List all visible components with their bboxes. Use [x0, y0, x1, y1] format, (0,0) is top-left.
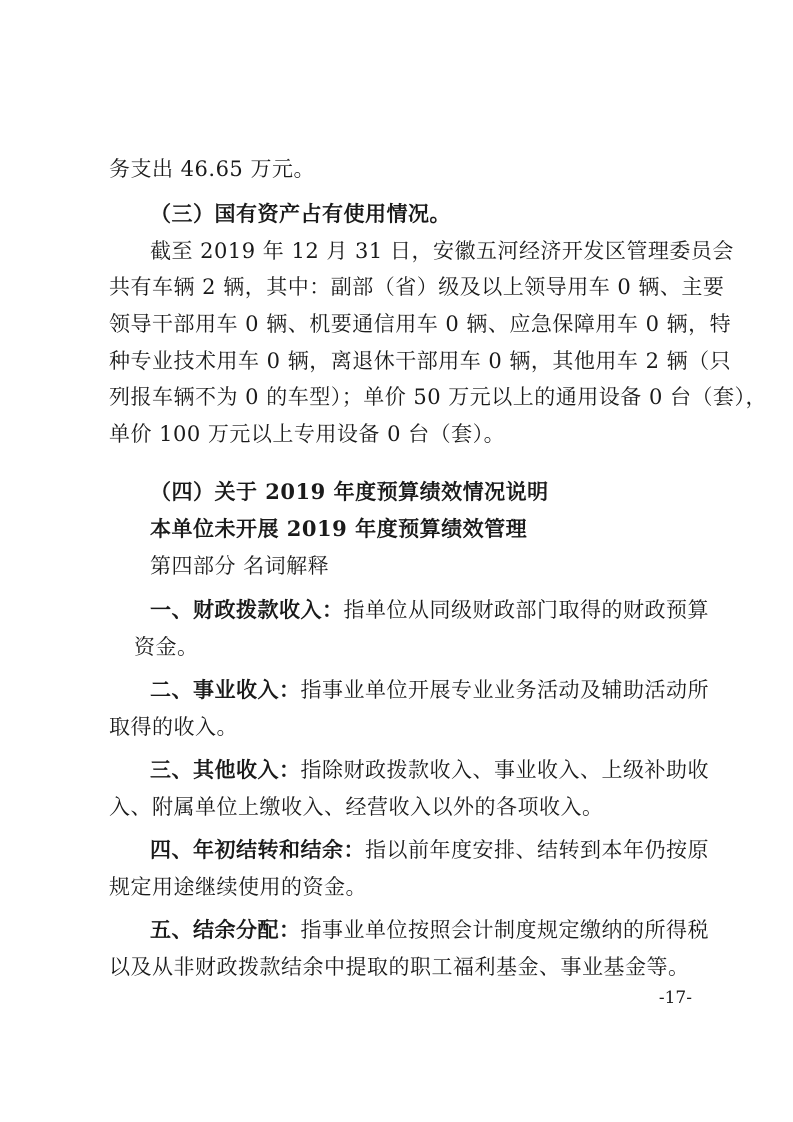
text-line: 务支出 46.65 万元。 — [109, 157, 315, 181]
glossary-term: 二、事业收入： — [150, 677, 301, 702]
part-heading-glossary: 第四部分 名词解释 — [150, 554, 330, 578]
glossary-definition-continued: 以及从非财政拨款结余中提取的职工福利基金、事业基金等。 — [109, 955, 690, 979]
glossary-definition: 指除财政拨款收入、事业收入、上级补助收 — [300, 758, 709, 782]
glossary-entry-surplus-distribution — [150, 915, 709, 945]
glossary-definition: 指单位从同级财政部门取得的财政预算 — [343, 598, 709, 622]
glossary-definition: 指事业单位按照会计制度规定缴纳的所得税 — [300, 918, 709, 942]
glossary-entry-fiscal-income — [150, 595, 709, 625]
glossary-definition-continued: 规定用途继续使用的资金。 — [109, 875, 367, 899]
glossary-entry-carryover — [150, 835, 709, 865]
section-heading-performance: （四）关于 2019 年度预算绩效情况说明 — [150, 479, 549, 504]
text-line: 截至 2019 年 12 月 31 日，安徽五河经济开发区管理委员会 — [150, 239, 734, 263]
glossary-term: 一、财政拨款收入： — [150, 597, 344, 622]
glossary-term: 五、结余分配： — [150, 917, 301, 942]
glossary-definition: 指以前年度安排、结转到本年仍按原 — [365, 838, 709, 862]
glossary-term: 三、其他收入： — [150, 757, 301, 782]
text-line: 领导干部用车 0 辆、机要通信用车 0 辆、应急保障用车 0 辆，特 — [109, 312, 732, 336]
page-number: -17- — [658, 988, 692, 1008]
text-line: 共有车辆 2 辆，其中：副部（省）级及以上领导用车 0 辆、主要 — [109, 275, 725, 299]
glossary-entry-other-income — [150, 755, 709, 785]
glossary-definition-continued: 取得的收入。 — [109, 715, 238, 739]
glossary-definition-continued: 资金。 — [134, 635, 199, 659]
text-line: 种专业技术用车 0 辆，离退休干部用车 0 辆，其他用车 2 辆（只 — [109, 349, 732, 373]
glossary-definition-continued: 入、附属单位上缴收入、经营收入以外的各项收入。 — [109, 795, 604, 819]
section-heading-state-assets: （三）国有资产占有使用情况。 — [150, 201, 451, 226]
glossary-term: 四、年初结转和结余： — [150, 837, 365, 862]
glossary-definition: 指事业单位开展专业业务活动及辅助活动所 — [300, 678, 709, 702]
glossary-entry-business-income — [150, 675, 709, 705]
performance-statement: 本单位未开展 2019 年度预算绩效管理 — [150, 516, 528, 541]
text-line: 列报车辆不为 0 的车型）；单价 50 万元以上的通用设备 0 台（套）， — [109, 385, 767, 409]
text-line: 单价 100 万元以上专用设备 0 台（套）。 — [109, 422, 506, 446]
